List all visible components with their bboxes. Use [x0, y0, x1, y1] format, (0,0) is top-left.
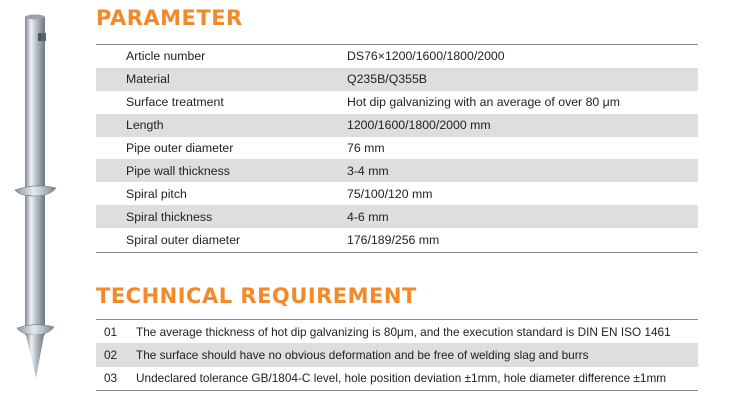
technical-requirement-title: TECHNICAL REQUIREMENT — [96, 284, 417, 308]
technical-bottom-divider — [96, 390, 698, 391]
item-number: 02 — [104, 347, 118, 362]
param-label: Pipe outer diameter — [126, 141, 234, 155]
param-label: Length — [126, 118, 164, 133]
param-label: Pipe wall thickness — [126, 163, 230, 178]
table-row — [96, 91, 698, 114]
table-row — [96, 45, 698, 68]
table-row — [96, 159, 698, 182]
table-row — [96, 228, 698, 251]
param-value: Q235B/Q355B — [347, 72, 427, 87]
list-item — [96, 343, 698, 366]
param-label: Material — [126, 72, 170, 87]
item-number: 01 — [104, 324, 118, 339]
item-text: Undeclared tolerance GB/1804-C level, hole position deviation ±1mm, hole diameter difference ±1mm — [136, 371, 667, 386]
technical-requirement-list — [96, 320, 698, 390]
table-row — [96, 137, 698, 160]
param-label: Spiral thickness — [126, 209, 213, 224]
param-value: DS76×1200/1600/1800/2000 — [347, 49, 505, 64]
table-row — [96, 68, 698, 91]
param-value: 75/100/120 mm — [347, 186, 433, 201]
parameter-bottom-divider — [96, 252, 698, 253]
item-number: 03 — [104, 371, 118, 386]
ground-screw-image — [0, 0, 95, 407]
param-label: Spiral outer diameter — [126, 232, 241, 247]
list-item — [96, 320, 698, 343]
param-label: Surface treatment — [126, 95, 224, 110]
parameter-title: PARAMETER — [96, 6, 243, 30]
param-value: Hot dip galvanizing with an average of over 80 μm — [347, 95, 620, 110]
param-value: 1200/1600/1800/2000 mm — [347, 118, 491, 133]
param-value: 4-6 mm — [347, 209, 389, 224]
table-row — [96, 114, 698, 137]
param-value: 176/189/256 mm — [347, 232, 440, 247]
list-item — [96, 367, 698, 390]
parameter-table — [96, 45, 698, 251]
item-text: The surface should have no obvious deformation and be free of welding slag and burrs — [136, 347, 589, 362]
param-value: 3-4 mm — [347, 163, 389, 178]
table-row — [96, 205, 698, 228]
param-value: 76 mm — [347, 141, 385, 155]
param-label: Article number — [126, 49, 206, 64]
table-row — [96, 182, 698, 205]
param-label: Spiral pitch — [126, 186, 187, 201]
item-text: The average thickness of hot dip galvanizing is 80μm, and the execution standard is DIN EN ISO 1461 — [136, 324, 671, 339]
